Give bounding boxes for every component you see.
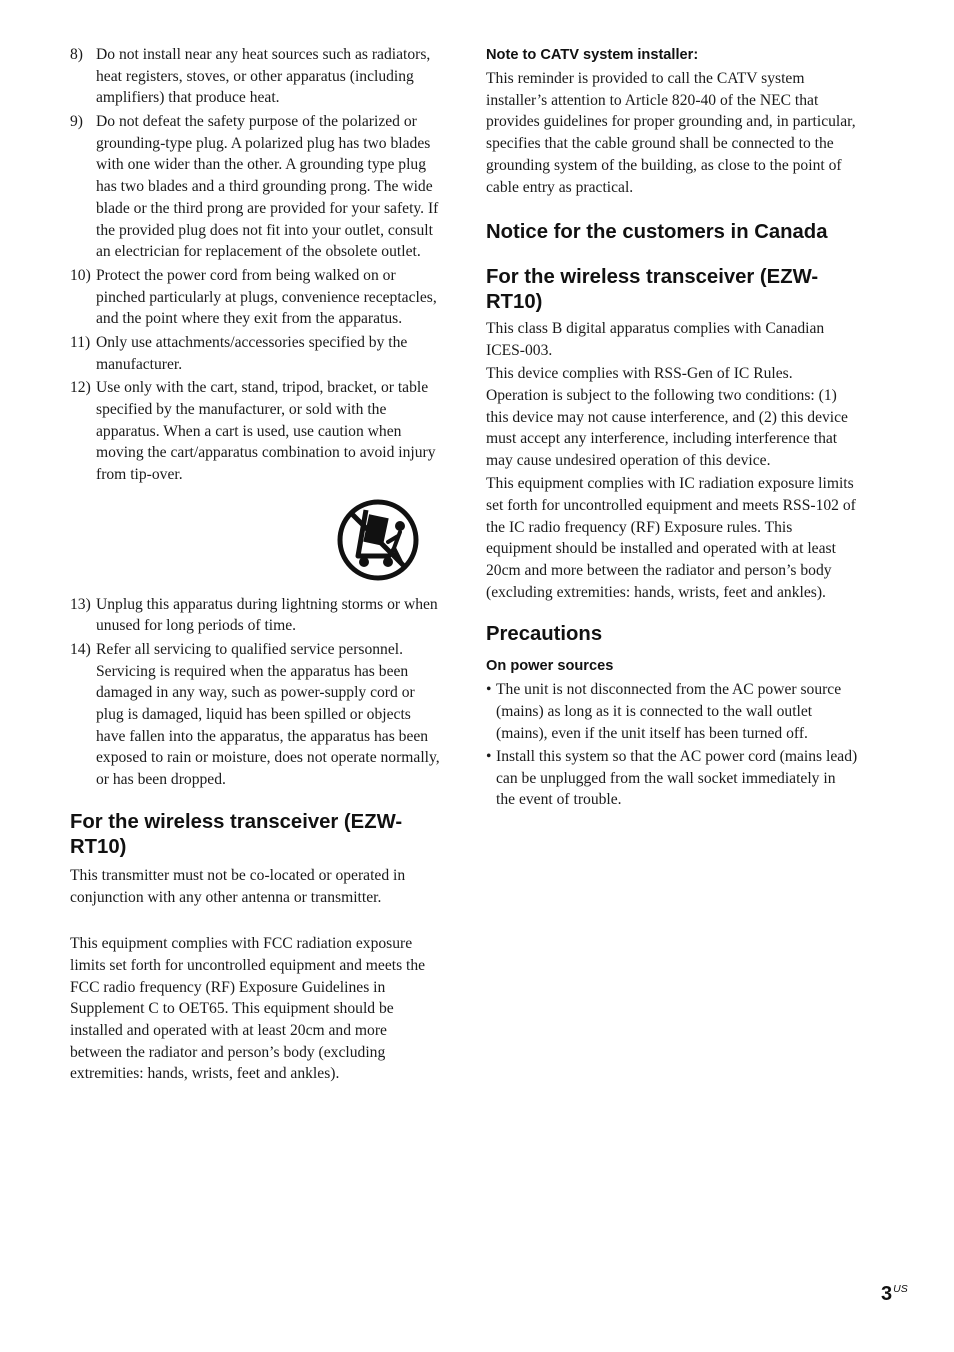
list-item bbox=[70, 265, 440, 330]
power-sources-heading: On power sources bbox=[486, 658, 614, 675]
item-number: 8) bbox=[70, 46, 83, 63]
page-number-value: 3 bbox=[881, 1283, 893, 1305]
item-text: Unplug this apparatus during lightning storms or when unused for long periods of time. bbox=[96, 595, 438, 635]
item-text: Refer all servicing to qualified service personnel. Servicing is required when the apparatus has been damaged in any way, such as power-supply cord or plug is damaged, liquid has been spilled or objects have fallen into the apparatus, the apparatus has been exposed to rain or moisture, does not operate normally, or has been dropped. bbox=[96, 640, 440, 789]
item-number: 11) bbox=[70, 333, 91, 351]
left-column bbox=[70, 44, 440, 1085]
cart-tip-over-icon bbox=[336, 498, 420, 582]
safety-instructions-list-b bbox=[70, 594, 440, 791]
safety-instructions-list-a bbox=[70, 44, 440, 486]
bullet-text: Install this system so that the AC power cord (mains lead) can be unplugged from the wall socket immediately in the event of trouble. bbox=[496, 747, 858, 809]
precautions-heading: Precautions bbox=[486, 623, 603, 646]
list-item bbox=[70, 44, 440, 109]
list-item bbox=[70, 639, 440, 791]
catv-heading: Note to CATV system installer: bbox=[486, 47, 699, 63]
item-number: 14) bbox=[70, 640, 91, 658]
wireless-colocation-paragraph: This transmitter must not be co-located or operated in conjunction with any other antenna or transmitter. bbox=[70, 866, 406, 906]
list-item bbox=[486, 679, 858, 744]
right-column bbox=[486, 44, 858, 813]
item-text: Do not install near any heat sources such as radiators, heat registers, stoves, or other apparatus (including amplifiers) that produce heat. bbox=[96, 46, 431, 107]
fcc-exposure-paragraph: This equipment complies with FCC radiation exposure limits set forth for uncontrolled equipment and meets the FCC radio frequency (RF) Exposure Guidelines in Supplement C to OET65. This equipment should be installed and operated with at least 20cm and more between the radiator and person’s body (excluding extremities: hands, wrists, feet and ankles). bbox=[70, 935, 426, 1083]
item-text: Only use attachments/accessories specified by the manufacturer. bbox=[96, 333, 408, 373]
ices-paragraph: This class B digital apparatus complies with Canadian ICES-003. bbox=[486, 320, 825, 359]
item-number: 9) bbox=[70, 113, 83, 130]
ic-exposure-paragraph: This equipment complies with IC radiation exposure limits set forth for uncontrolled equipment and meets RSS-102 of the IC radio frequency (RF) Exposure rules. This equipment should be installed and operated with at least 20cm and more between the radiator and person’s body (excluding extremities: hands, wrists, feet and ankles). bbox=[486, 475, 856, 601]
item-text: Do not defeat the safety purpose of the polarized or grounding-type plug. A polarized plug has two blades with one wider than the other. A grounding type plug has two blades and a third grounding prong. The wide blade or the third prong are provided for your safety. If the provided plug does not fit into your outlet, consult an electrician for replacement of the obsolete outlet. bbox=[96, 113, 439, 261]
list-item bbox=[70, 332, 440, 375]
item-text: Protect the power cord from being walked on or pinched particularly at plugs, convenience receptacles, and the point where they exit from the apparatus. bbox=[96, 266, 437, 328]
list-item bbox=[486, 746, 858, 811]
wireless-heading-fcc: For the wireless transceiver (EZW-RT10) bbox=[70, 810, 403, 858]
list-item bbox=[70, 377, 440, 486]
cart-warning-icon bbox=[70, 498, 420, 584]
page-number bbox=[881, 1283, 908, 1306]
power-sources-list bbox=[486, 679, 858, 811]
bullet-marker: • bbox=[486, 747, 492, 765]
item-text: Use only with the cart, stand, tripod, bracket, or table specified by the manufacturer, or sold with the apparatus. When a cart is used, use caution when moving the cart/apparatus combination to avoid injury from tip-over. bbox=[96, 379, 436, 483]
item-number: 10) bbox=[70, 266, 91, 284]
list-item bbox=[70, 594, 440, 637]
item-number: 13) bbox=[70, 595, 91, 613]
item-number: 12) bbox=[70, 379, 91, 397]
wireless-heading-canada: For the wireless transceiver (EZW-RT10) bbox=[486, 266, 819, 314]
rss-gen-paragraph: This device complies with RSS-Gen of IC Rules. Operation is subject to the following two conditions: (1) this device may not cause interference, and (2) this device must accept any interference, including interference that may cause undesired operation of this device. bbox=[486, 365, 848, 469]
bullet-text: The unit is not disconnected from the AC power source (mains) as long as it is connected to the wall outlet (mains), even if the unit itself has been turned off. bbox=[496, 681, 842, 742]
list-item bbox=[70, 111, 440, 263]
catv-paragraph: This reminder is provided to call the CATV system installer’s attention to Article 820-40 of the NEC that provides guidelines for proper grounding and, in particular, specifies that the cable ground shall be connected to the grounding system of the building, as close to the point of cable entry as practical. bbox=[486, 70, 856, 196]
canada-notice-heading: Notice for the customers in Canada bbox=[486, 221, 828, 244]
bullet-marker: • bbox=[486, 681, 492, 699]
page-number-suffix: US bbox=[893, 1283, 908, 1295]
